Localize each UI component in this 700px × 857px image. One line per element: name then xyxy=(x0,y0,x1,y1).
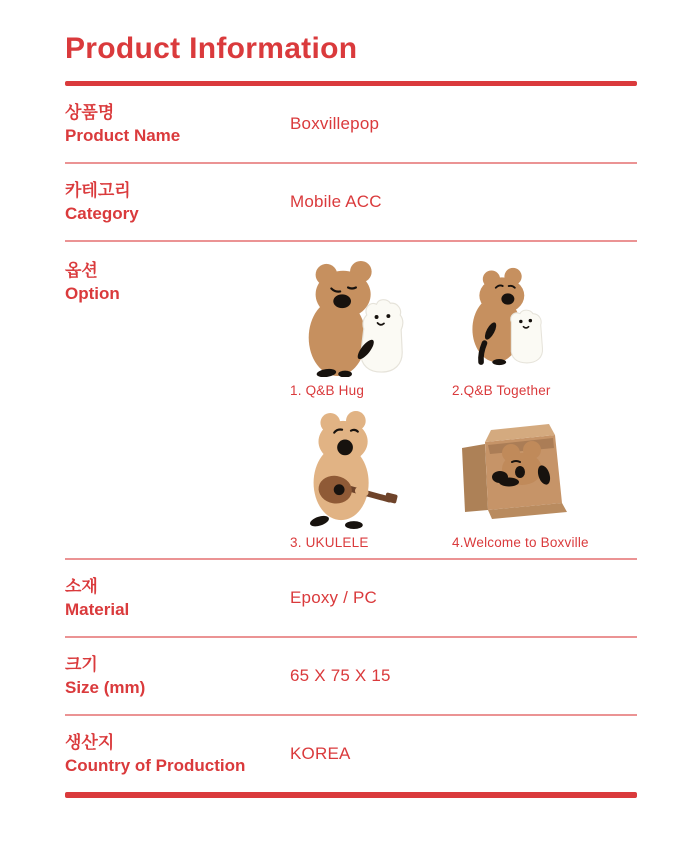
quokka-ukulele-illustration xyxy=(290,411,452,529)
row-label xyxy=(65,179,290,225)
option-caption: 4.Welcome to Boxville xyxy=(452,535,589,550)
option-item-2 xyxy=(452,259,642,398)
label-korean: 크기 xyxy=(65,655,98,674)
label-korean: 생산지 xyxy=(65,733,115,752)
material-value: Epoxy / PC xyxy=(290,588,378,607)
option-item-1 xyxy=(290,259,452,398)
row-label xyxy=(65,101,290,147)
label-korean: 옵션 xyxy=(65,261,98,280)
table-row-size xyxy=(65,638,637,716)
option-item-4 xyxy=(452,411,642,550)
quokka-together-image xyxy=(452,267,562,369)
page-title: Product Information xyxy=(65,32,358,65)
table-row-material xyxy=(65,560,637,638)
label-english: Option xyxy=(65,284,120,303)
size-value: 65 X 75 X 15 xyxy=(290,666,391,685)
quokka-together-illustration xyxy=(452,259,642,377)
option-item-3 xyxy=(290,411,452,550)
row-label xyxy=(65,731,290,777)
bottom-divider xyxy=(65,792,637,798)
label-korean: 상품명 xyxy=(65,103,115,122)
table-row-country xyxy=(65,716,637,792)
country-value: KOREA xyxy=(290,744,351,763)
quokka-hug-image xyxy=(290,259,412,377)
label-english: Size (mm) xyxy=(65,678,146,697)
row-label xyxy=(65,653,290,699)
row-label xyxy=(65,575,290,621)
option-caption: 3. UKULELE xyxy=(290,535,369,550)
label-korean: 소재 xyxy=(65,577,98,596)
category-value: Mobile ACC xyxy=(290,192,382,211)
table-row-category xyxy=(65,164,637,242)
quokka-ukulele-image xyxy=(290,411,405,529)
quokka-in-box-image xyxy=(452,420,582,520)
label-korean: 카테고리 xyxy=(65,181,131,200)
quokka-hug-illustration xyxy=(290,259,452,377)
label-english: Country of Production xyxy=(65,756,246,775)
row-label xyxy=(65,259,290,305)
product-info-table xyxy=(65,86,637,792)
table-row-option xyxy=(65,242,637,560)
label-english: Material xyxy=(65,600,130,619)
label-english: Product Name xyxy=(65,126,181,145)
option-caption: 2.Q&B Together xyxy=(452,383,551,398)
option-caption: 1. Q&B Hug xyxy=(290,383,365,398)
label-english: Category xyxy=(65,204,139,223)
product-name-value: Boxvillepop xyxy=(290,114,380,133)
quokka-in-box-illustration xyxy=(452,411,642,529)
table-row-product-name xyxy=(65,86,637,164)
option-grid xyxy=(290,259,642,550)
